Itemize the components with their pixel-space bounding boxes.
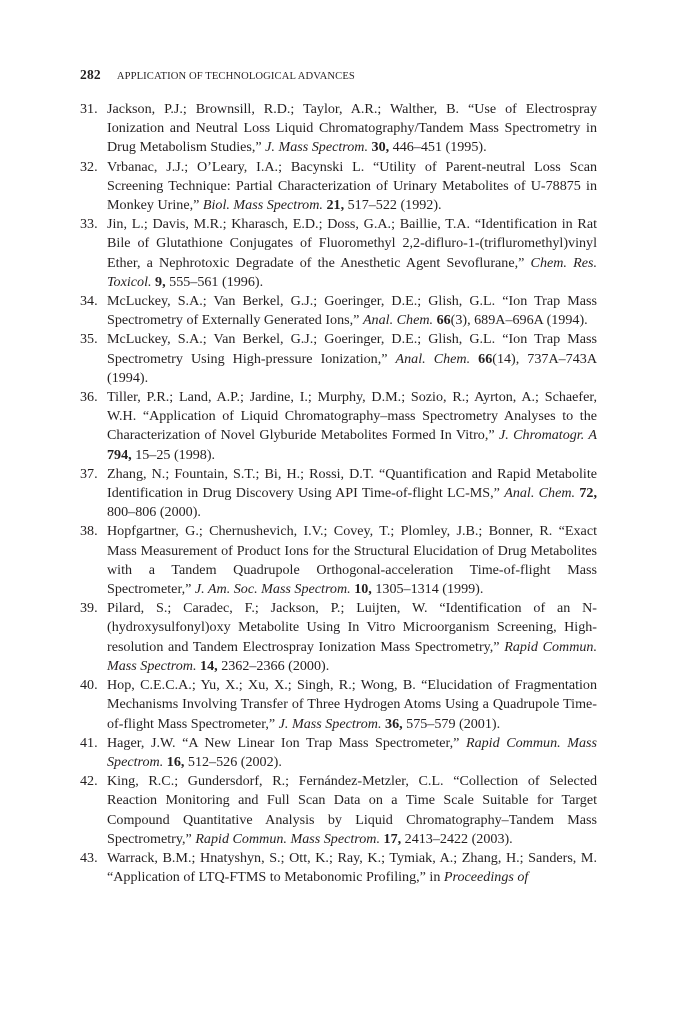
reference-number: 40. [80, 677, 98, 694]
reference-segment: Hop, C.E.C.A.; Yu, X.; Xu, X.; Singh, R.; Wong, B. “Elucidation of Fragmentation Mechanisms Involving Transfer of Three Hydrogen Atoms Using a Quadrupole Time-of-flight Mass Spectrometer,” [107, 677, 597, 732]
reference-segment: Hager, J.W. “A New Linear Ion Trap Mass Spectrometer,” [107, 734, 466, 751]
running-head [80, 66, 600, 84]
reference-segment: McLuckey, S.A.; Van Berkel, G.J.; Goeringer, D.E.; Glish, G.L. “Ion Trap Mass Spectrometry Using High-pressure Ionization,” [107, 331, 597, 367]
reference-volume: 9, [155, 273, 166, 290]
reference-volume: 66 [436, 312, 451, 329]
reference-text [107, 523, 597, 597]
reference-volume: 17, [383, 830, 402, 847]
reference-segment: (14), 737A–743A (1994). [107, 350, 597, 386]
reference-text [107, 677, 597, 731]
reference-segment: 446–451 (1995). [389, 139, 487, 156]
reference-number: 38. [80, 523, 98, 540]
reference-number: 32. [80, 158, 98, 175]
reference-volume: 21, [326, 197, 345, 214]
reference-segment: Hopfgartner, G.; Chernushevich, I.V.; Covey, T.; Plomley, J.B.; Bonner, R. “Exact Mass Measurement of Product Ions for the Structural Elucidation of Drug Metabolites with a Tandem Quadrupole Orthogonal-acceleration Time-of-flight Mass Spectrometer,” [107, 523, 597, 598]
reference-entry [80, 522, 597, 599]
reference-entry [80, 465, 597, 523]
reference-volume: 66 [478, 350, 493, 367]
reference-volume: 36, [385, 715, 403, 732]
reference-number: 41. [80, 734, 98, 751]
reference-segment: 555–561 (1996). [165, 273, 264, 290]
reference-segment: 15–25 (1998). [131, 446, 216, 463]
reference-segment: 2362–2366 (2000). [217, 657, 330, 674]
reference-number: 34. [80, 293, 98, 310]
reference-volume: 72, [579, 485, 597, 502]
reference-segment: (3), 689A–696A (1994). [450, 312, 588, 329]
reference-segment: Vrbanac, J.J.; O’Leary, I.A.; Bacynski L. “Utility of Parent-neutral Loss Scan Screening Technique: Partial Characterization of Urinary Metabolites of U-78875 in Monkey Urine,” [107, 158, 597, 214]
reference-text [107, 735, 597, 770]
reference-segment: 512–526 (2002). [184, 753, 282, 770]
reference-entry [80, 599, 597, 676]
reference-text [107, 159, 597, 213]
reference-segment: 575–579 (2001). [402, 715, 501, 732]
reference-segment: King, R.C.; Gundersdorf, R.; Fernández-Metzler, C.L. “Collection of Selected Reaction Monitoring and Full Scan Data on a Time Scale Suitable for Target Compound Quantitative Analysis by Liquid Chromatography–Tandem Mass Spectrometry,” [107, 773, 597, 847]
reference-number: 33. [80, 216, 98, 233]
reference-journal: Rapid Commun. Mass Spectrom. [107, 734, 597, 770]
reference-journal: Chem. Res. Toxicol. [107, 254, 597, 290]
reference-number: 31. [80, 101, 98, 117]
reference-segment [470, 351, 478, 367]
reference-entry [80, 849, 597, 887]
reference-number: 36. [80, 389, 98, 406]
reference-segment: Jackson, P.J.; Brownsill, R.D.; Taylor, A.R.; Walther, B. “Use of Electrospray Ionization and Neutral Loss Liquid Chromatography/Tandem Mass Spectrometry in Drug Metabolism Studies,” [107, 101, 597, 156]
reference-number: 37. [80, 465, 98, 482]
reference-number: 39. [80, 600, 98, 617]
reference-list [80, 100, 597, 887]
reference-text [107, 466, 597, 520]
reference-segment: McLuckey, S.A.; Van Berkel, G.J.; Goeringer, D.E.; Glish, G.L. “Ion Trap Mass Spectrometry of Externally Generated Ions,” [107, 293, 597, 329]
reference-journal: Proceedings of [443, 869, 529, 886]
reference-number: 42. [80, 773, 98, 790]
reference-segment: Tiller, P.R.; Land, A.P.; Jardine, I.; Murphy, D.M.; Sozio, R.; Ayrton, A.; Schaefer, W.H. “Application of Liquid Chromatography–mass Spectrometry Analyses to the Characterization of Novel Glyburide Metabolites Formed In Vitro,” [107, 389, 597, 444]
reference-text [107, 389, 597, 463]
reference-number: 43. [80, 849, 98, 866]
reference-text [107, 850, 597, 885]
reference-segment: 800–806 (2000). [107, 504, 201, 521]
reference-entry [80, 292, 597, 330]
reference-journal: Anal. Chem. [362, 312, 434, 329]
reference-journal: Rapid Commun. Mass Spectrom. [107, 638, 597, 674]
reference-volume: 16, [166, 753, 185, 770]
reference-segment: 1305–1314 (1999). [371, 581, 484, 598]
reference-text [107, 216, 597, 290]
reference-volume: 10, [354, 581, 372, 598]
running-title: APPLICATION OF TECHNOLOGICAL ADVANCES [116, 71, 355, 82]
reference-text [107, 101, 597, 155]
reference-journal: J. Mass Spectrom. [265, 139, 368, 156]
reference-text [107, 293, 597, 328]
reference-segment: Jin, L.; Davis, M.R.; Kharasch, E.D.; Doss, G.A.; Baillie, T.A. “Identification in Rat Bile of Glutathione Conjugates of Fluoromethyl 2,2-difluro-1-(trifluromethyl)vinyl Ether, a Nephrotoxic Degradate of the Anesthetic Agent Sevoflurane,” [107, 216, 597, 271]
reference-entry [80, 330, 597, 388]
reference-journal: Anal. Chem. [504, 485, 576, 502]
reference-segment: 2413–2422 (2003). [401, 830, 513, 847]
reference-volume: 14, [200, 657, 218, 674]
reference-volume: 794, [107, 446, 132, 463]
reference-entry [80, 772, 597, 849]
reference-journal: Biol. Mass Spectrom. [202, 197, 323, 214]
reference-volume: 30, [371, 139, 390, 156]
reference-entry [80, 676, 597, 734]
reference-entry [80, 388, 597, 465]
reference-text [107, 331, 597, 385]
page-number: 282 [80, 67, 101, 82]
reference-journal: J. Chromatogr. A [498, 427, 597, 444]
reference-entry [80, 158, 597, 216]
reference-entry [80, 100, 597, 158]
reference-journal: J. Mass Spectrom. [278, 715, 382, 732]
reference-segment: Warrack, B.M.; Hnatyshyn, S.; Ott, K.; Ray, K.; Tymiak, A.; Zhang, H.; Sanders, M. “Application of LTQ-FTMS to Metabonomic Profiling,” in [107, 849, 597, 886]
reference-segment: Zhang, N.; Fountain, S.T.; Bi, H.; Rossi, D.T. “Quantification and Rapid Metabolite Identification in Drug Discovery Using API Time-of-flight LC-MS,” [107, 465, 597, 502]
reference-journal: Anal. Chem. [395, 350, 471, 367]
reference-text [107, 600, 597, 674]
reference-entry [80, 215, 597, 292]
reference-journal: J. Am. Soc. Mass Spectrom. [194, 581, 351, 598]
reference-text [107, 773, 597, 847]
reference-segment: 517–522 (1992). [344, 197, 442, 214]
reference-number: 35. [80, 331, 98, 348]
reference-segment: Pilard, S.; Caradec, F.; Jackson, P.; Luijten, W. “Identification of an N-(hydroxysulfonyl)oxy Metabolite Using In Vitro Microorganism Screening, High-resolution and Tandem Electrospray Ionization Mass Spectrometry,” [107, 600, 597, 655]
reference-journal: Rapid Commun. Mass Spectrom. [195, 830, 380, 847]
reference-entry [80, 734, 597, 772]
